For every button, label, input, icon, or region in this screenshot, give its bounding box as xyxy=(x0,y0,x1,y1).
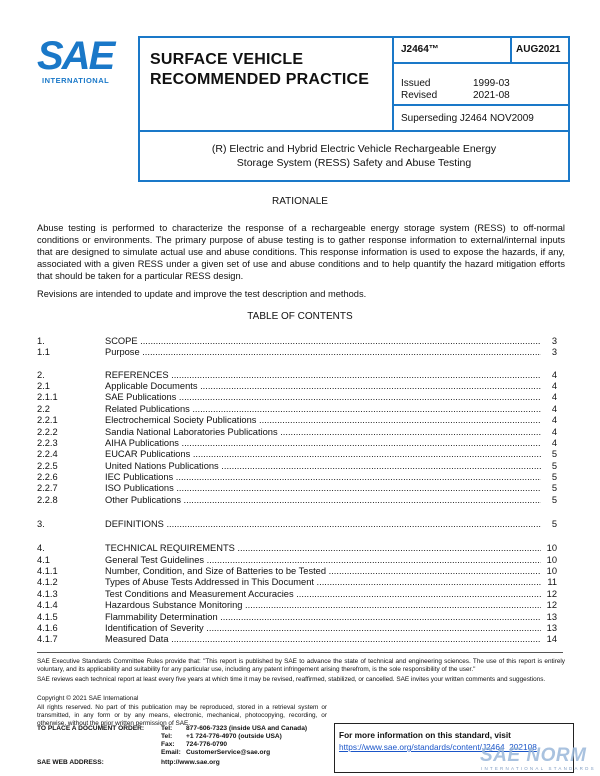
watermark: SAE NORM xyxy=(480,745,587,766)
divider xyxy=(392,104,570,106)
web-value[interactable]: http://www.sae.org xyxy=(161,759,220,766)
toc-entry-number: 1. xyxy=(37,336,45,346)
toc-entry-page: 3 xyxy=(551,347,557,357)
toc-entry-number: 1.1 xyxy=(37,347,50,357)
toc-entry-title: Applicable Documents ..... xyxy=(105,381,541,392)
toc-entry-title: REFERENCES ..... xyxy=(105,370,541,381)
toc-entry[interactable] xyxy=(37,392,557,403)
toc-entry-title: AIHA Publications ..... xyxy=(105,438,541,449)
email-label: Email: xyxy=(161,749,181,756)
toc-entry[interactable] xyxy=(37,438,557,449)
footer-divider xyxy=(37,652,563,653)
divider xyxy=(510,38,512,62)
superseding-text: Superseding J2464 NOV2009 xyxy=(401,113,534,124)
toc-entry-title: Identification of Severity ..... xyxy=(105,623,541,634)
toc-entry-title: TECHNICAL REQUIREMENTS ..... xyxy=(105,543,541,554)
toc-entry-page: 5 xyxy=(551,472,557,482)
toc-entry[interactable] xyxy=(37,495,557,506)
toc-entry[interactable] xyxy=(37,461,557,472)
toc-entry-page: 14 xyxy=(546,634,557,644)
toc-entry-title: Related Publications ..... xyxy=(105,404,541,415)
toc-entry-number: 4.1.1 xyxy=(37,566,58,576)
toc-entry[interactable] xyxy=(37,449,557,460)
toc-entry-page: 10 xyxy=(546,566,557,576)
toc-entry-title: United Nations Publications ..... xyxy=(105,461,541,472)
toc-entry[interactable] xyxy=(37,555,557,566)
toc-entry-page: 10 xyxy=(546,543,557,553)
toc-entry-number: 2.1.1 xyxy=(37,392,58,402)
copyright-text: Copyright © 2021 SAE International xyxy=(37,695,139,702)
rationale-paragraph: Abuse testing is performed to characterize the response of a rechargeable energy storage system (RESS) to off-normal conditions or environments. The primary purpose of abuse testing is to gather response information to external/internal inputs that are designed to simulate actual use and abuse conditions. This response information is used to expose the hazards, if any, associated with a given RESS under a given set of use and abuse conditions and to help quantify the hazard mitigation efforts that should be taken for a particular RESS design. xyxy=(37,223,565,281)
toc-entry-number: 2.2.5 xyxy=(37,461,58,471)
revised-value: 2021-08 xyxy=(473,90,510,101)
document-number: J2464™ xyxy=(401,44,439,55)
toc-entry-number: 2.1 xyxy=(37,381,50,391)
toc-entry-title: Electrochemical Society Publications ..... xyxy=(105,415,541,426)
toc-entry-page: 4 xyxy=(551,370,557,380)
toc-entry-number: 2.2 xyxy=(37,404,50,414)
toc-entry-number: 4.1.5 xyxy=(37,612,58,622)
toc-entry[interactable] xyxy=(37,347,557,358)
toc-entry[interactable] xyxy=(37,600,557,611)
toc-entry-page: 5 xyxy=(551,461,557,471)
logo-subtext: INTERNATIONAL xyxy=(42,76,110,85)
toc-entry-number: 2.2.8 xyxy=(37,495,58,505)
toc-entry[interactable] xyxy=(37,634,557,645)
standard-link[interactable]: https://www.sae.org/standards/content/J2464_202108 xyxy=(339,742,537,752)
divider xyxy=(392,62,570,64)
title-line-2: RECOMMENDED PRACTICE xyxy=(150,71,370,88)
toc-entry-page: 12 xyxy=(546,589,557,599)
toc-entry[interactable] xyxy=(37,519,557,530)
toc-entry-title: General Test Guidelines ..... xyxy=(105,555,541,566)
toc-entry-page: 5 xyxy=(551,483,557,493)
toc-entry-page: 4 xyxy=(551,427,557,437)
rationale-heading: RATIONALE xyxy=(272,196,328,207)
toc-entry[interactable] xyxy=(37,381,557,392)
toc-entry-title: Number, Condition, and Size of Batteries to be Tested ..... xyxy=(105,566,541,577)
toc-entry-title: SAE Publications ..... xyxy=(105,392,541,403)
toc-entry[interactable] xyxy=(37,415,557,426)
toc-entry-page: 13 xyxy=(546,623,557,633)
watermark-subtext: INTERNATIONAL STANDARDS xyxy=(481,766,596,771)
toc-entry-page: 13 xyxy=(546,612,557,622)
toc-entry[interactable] xyxy=(37,612,557,623)
toc-entry[interactable] xyxy=(37,566,557,577)
toc-entry-number: 4. xyxy=(37,543,45,553)
toc-entry-page: 5 xyxy=(551,519,557,529)
toc-entry[interactable] xyxy=(37,543,557,554)
toc-entry-title: ISO Publications ..... xyxy=(105,483,541,494)
title-line-1: SURFACE VEHICLE xyxy=(150,51,304,68)
toc-entry-title: Purpose ..... xyxy=(105,347,541,358)
document-date: AUG2021 xyxy=(516,44,561,55)
toc-entry-title: SCOPE ..... xyxy=(105,336,541,347)
toc-entry-number: 4.1 xyxy=(37,555,50,565)
toc-entry-title: Other Publications ..... xyxy=(105,495,541,506)
toc-entry[interactable] xyxy=(37,404,557,415)
toc-entry-page: 4 xyxy=(551,404,557,414)
divider xyxy=(392,38,394,130)
toc-entry-title: EUCAR Publications ..... xyxy=(105,449,541,460)
toc-entry-title: Measured Data ..... xyxy=(105,634,541,645)
toc-entry-number: 4.1.2 xyxy=(37,577,58,587)
toc-entry-page: 5 xyxy=(551,449,557,459)
subtitle-line-2: Storage System (RESS) Safety and Abuse Testing xyxy=(236,157,472,169)
toc-entry-page: 5 xyxy=(551,495,557,505)
fax-label: Fax: xyxy=(161,741,175,748)
toc-entry[interactable] xyxy=(37,483,557,494)
toc-entry-page: 4 xyxy=(551,415,557,425)
issued-label: Issued xyxy=(401,78,431,89)
toc-entry-number: 4.1.6 xyxy=(37,623,58,633)
toc-entry-number: 3. xyxy=(37,519,45,529)
toc-entry-page: 4 xyxy=(551,438,557,448)
toc-entry-page: 4 xyxy=(551,392,557,402)
toc-entry-title: Test Conditions and Measurement Accuracies ..... xyxy=(105,589,541,600)
logo-text: SAE xyxy=(37,34,114,78)
order-label: TO PLACE A DOCUMENT ORDER: xyxy=(37,725,145,732)
toc-entry-number: 4.1.7 xyxy=(37,634,58,644)
toc-entry-page: 11 xyxy=(547,577,557,587)
toc-entry[interactable] xyxy=(37,589,557,600)
tel-value: 877-606-7323 (inside USA and Canada) xyxy=(186,725,308,732)
committee-rules-text: SAE Executive Standards Committee Rules provide that: "This report is published by SAE to advance the state of technical and engineering sciences. The use of this report is entirely voluntary, and its applicability and suitability for any particular use, including any patent infringement arising therefrom, is the sole responsibility of the user." xyxy=(37,658,565,673)
toc-entry-number: 2. xyxy=(37,370,45,380)
subtitle-line-1: (R) Electric and Hybrid Electric Vehicle Rechargeable Energy xyxy=(211,143,497,155)
toc-entry[interactable] xyxy=(37,623,557,634)
toc-entry-title: Flammability Determination ..... xyxy=(105,612,541,623)
toc-entry[interactable] xyxy=(37,370,557,381)
issued-value: 1999-03 xyxy=(473,78,510,89)
document-subtitle xyxy=(140,142,568,170)
toc-entry-title: Types of Abuse Tests Addressed in This Document ..... xyxy=(105,577,541,588)
toc-entry-page: 10 xyxy=(546,555,557,565)
toc-entry[interactable] xyxy=(37,577,557,588)
toc-heading: TABLE OF CONTENTS xyxy=(247,311,353,322)
more-info-title: For more information on this standard, visit xyxy=(339,730,511,740)
toc-entry-number: 2.2.1 xyxy=(37,415,58,425)
review-text: SAE reviews each technical report at least every five years at which time it may be revised, reaffirmed, stabilized, or cancelled. SAE invites your written comments and suggestions. xyxy=(37,676,546,683)
toc-entry-number: 2.2.3 xyxy=(37,438,58,448)
sae-logo xyxy=(37,34,119,88)
revised-label: Revised xyxy=(401,90,438,101)
toc-entry-number: 2.2.6 xyxy=(37,472,58,482)
fax-value: 724-776-0790 xyxy=(186,741,228,748)
toc-entry[interactable] xyxy=(37,472,557,483)
divider xyxy=(140,130,570,132)
email-value[interactable]: CustomerService@sae.org xyxy=(186,749,271,756)
toc-entry-title: Sandia National Laboratories Publications ..... xyxy=(105,427,541,438)
document-header xyxy=(138,36,570,182)
toc-entry-title: Hazardous Substance Monitoring ..... xyxy=(105,600,541,611)
toc-entry-number: 2.2.4 xyxy=(37,449,58,459)
toc-entry[interactable] xyxy=(37,427,557,438)
tel2-label: Tel: xyxy=(161,733,173,740)
toc-entry-title: DEFINITIONS ..... xyxy=(105,519,541,530)
toc-entry-page: 12 xyxy=(546,600,557,610)
rights-text: All rights reserved. No part of this publication may be reproduced, stored in a retrieval system or transmitted, in any form or by any means, electronic, mechanical, photocopying, recording, or otherwise, without the prior written permission of SAE. xyxy=(37,704,327,727)
tel2-value: +1 724-776-4970 (outside USA) xyxy=(186,733,282,740)
toc-entry-number: 4.1.4 xyxy=(37,600,58,610)
toc-entry-number: 2.2.2 xyxy=(37,427,58,437)
document-type-title xyxy=(150,50,390,90)
toc-entry-number: 4.1.3 xyxy=(37,589,58,599)
revisions-paragraph: Revisions are intended to update and improve the test description and methods. xyxy=(37,289,367,299)
tel-label: Tel: xyxy=(161,725,173,732)
toc-entry-number: 2.2.7 xyxy=(37,483,58,493)
toc-entry[interactable] xyxy=(37,336,557,347)
web-label: SAE WEB ADDRESS: xyxy=(37,759,104,766)
toc-entry-page: 4 xyxy=(551,381,557,391)
toc-entry-title: IEC Publications ..... xyxy=(105,472,541,483)
toc-entry-page: 3 xyxy=(551,336,557,346)
